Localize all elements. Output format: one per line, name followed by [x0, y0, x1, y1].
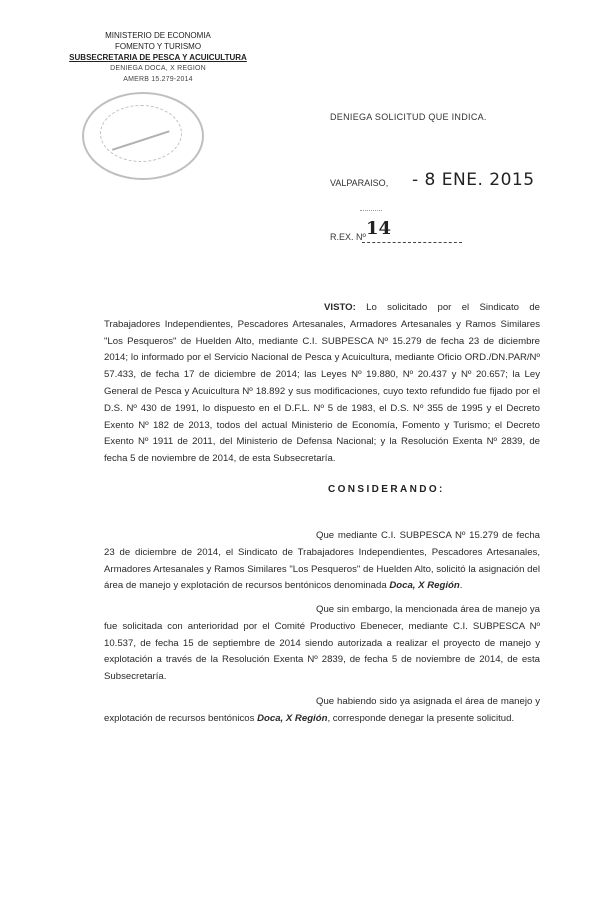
letterhead — [58, 30, 258, 85]
visto-text: Lo solicitado por el Sindicato de Trabajadores Independientes, Pescadores Artesanales, Armadores Artesanales y Ramos Similares "Los Pesqueros" de Huelden Alto, mediante C.I. SUBPESCA Nº 15.279 de fecha 23 de diciembre 2014; lo informado por el Servicio Nacional de Pesca y Acuicultura, mediante Oficio ORD./DN.PAR/Nº 57.433, de fecha 17 de diciembre de 2014; las Leyes Nº 19.880, Nº 20.437 y Nº 20.657; la Ley General de Pesca y Acuicultura Nº 18.892 y sus modificaciones, cuyo texto refundido fue fijado por el D.S. Nº 430 de 1991, lo dispuesto en el D.F.L. Nº 5 de 1983, el D.S. Nº 355 de 1995 y el Decreto Exento Nº 182 de 2013, todos del actual Ministerio de Economía, Fomento y Turismo; el Decreto Exento Nº 1911 de 2011, del Ministerio de Defensa Nacional; y la Resolución Exenta Nº 2839, de fecha 5 de noviembre de 2014, de esta Subsecretaría. — [104, 302, 540, 465]
resolution-label: R.EX. Nº — [330, 232, 366, 242]
ministry-subname: FOMENTO Y TURISMO — [114, 42, 202, 51]
document-subject: DENIEGA SOLICITUD QUE INDICA. — [330, 112, 487, 122]
amerb-code: AMERB 15.279-2014 — [123, 76, 193, 83]
date-stamp: - 8 ENE. 2015 — [412, 170, 535, 190]
visto-label: VISTO: — [324, 302, 356, 313]
considerando-paragraph-3 — [104, 694, 540, 728]
considerando-p1-area: Doca, X Región — [389, 580, 460, 592]
place-label: VALPARAISO, — [330, 178, 389, 188]
visto-paragraph — [104, 300, 540, 468]
considerando-title: CONSIDERANDO: — [328, 484, 445, 495]
considerando-p1-end: . — [459, 580, 463, 592]
considerando-p3-end: , corresponde denegar la presente solicitud. — [327, 712, 515, 724]
resolution-number: 14 — [366, 218, 392, 239]
subsecretariat-name: SUBSECRETARIA DE PESCA Y ACUICULTURA — [69, 53, 247, 62]
considerando-p3-text: Que habiendo sido ya asignada el área de manejo y explotación de recursos bentónicos — [104, 696, 540, 724]
considerando-paragraph-2 — [104, 602, 540, 686]
considerando-paragraph-1 — [104, 528, 540, 595]
reference-line: DENIEGA DOCA, X REGION — [110, 65, 206, 72]
considerando-p1-text: Que mediante C.I. SUBPESCA Nº 15.279 de fecha 23 de diciembre de 2014, el Sindicato de Trabajadores Independientes, Pescadores Artesanales, Armadores Artesanales y Ramos Similares "Los Pesqueros" de Huelden Alto, solicitó la asignación del área de manejo y explotación de recursos bentónicos denominada — [104, 530, 540, 592]
considerando-p2-text: Que sin embargo, la mencionada área de manejo ya fue solicitada con anterioridad por el Comité Productivo Ebenecer, mediante C.I. SUBPESCA Nº 10.537, de fecha 15 de septiembre de 2014 siendo autorizada a realizar el proyecto de manejo y explotación a través de la Resolución Exenta Nº 2839, de fecha 5 de noviembre de 2014, de esta Subsecretaría. — [104, 604, 540, 683]
resolution-underline — [362, 242, 462, 243]
ministry-name: MINISTERIO DE ECONOMIA — [105, 31, 211, 40]
considerando-p3-area: Doca, X Región — [257, 712, 328, 724]
separator — [360, 210, 382, 211]
